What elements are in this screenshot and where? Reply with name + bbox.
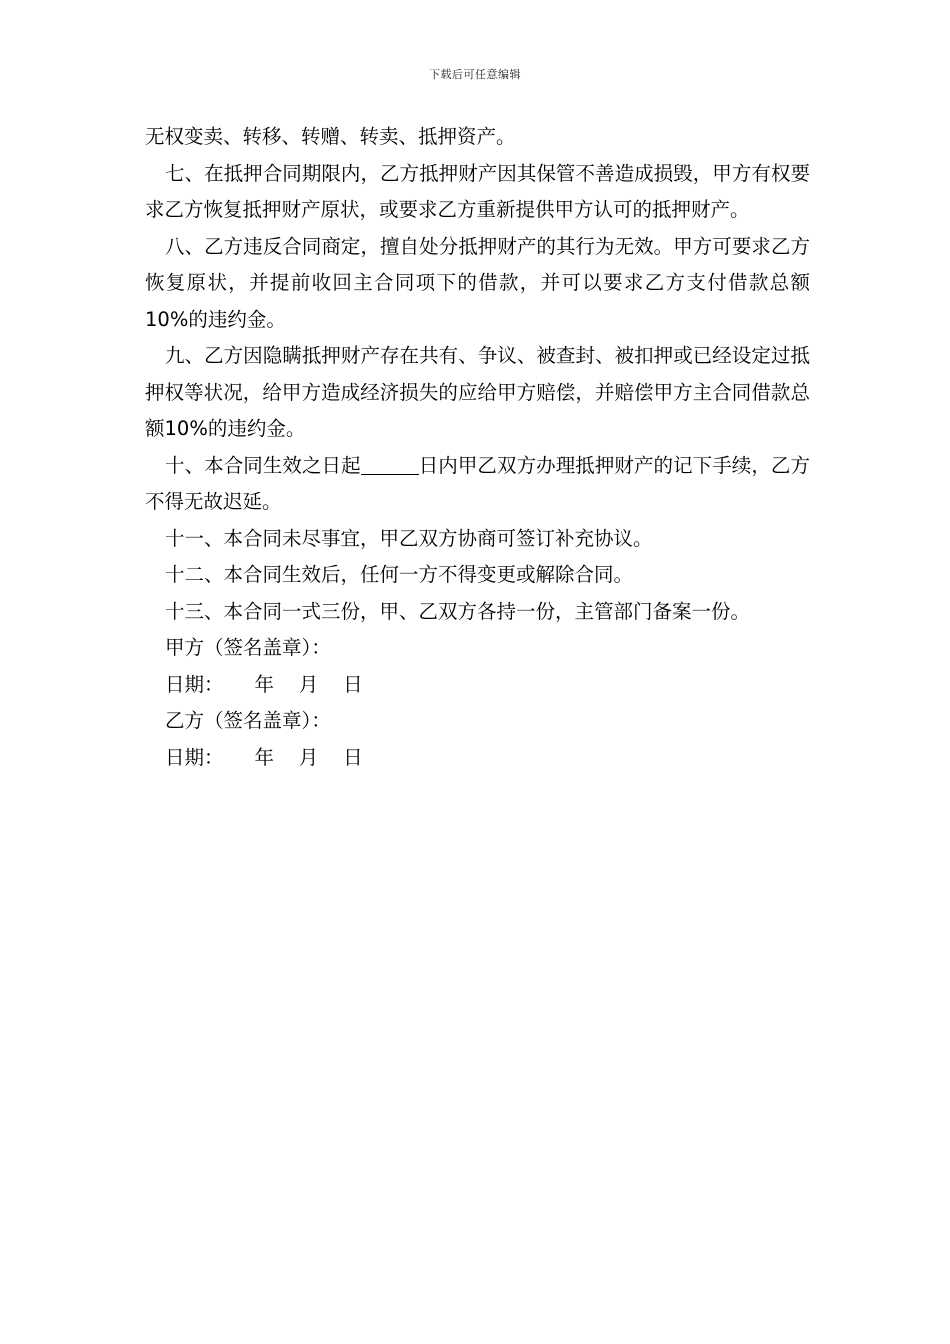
paragraph-continuation: 无权变卖、转移、转赠、转卖、抵押资产。 — [145, 125, 516, 148]
clause-8: 八、乙方违反合同商定，擅自处分抵押财产的其行为无效。甲方可要求乙方恢复原状，并提前收回主合同项下的借款，并可以要求乙方支付借款总额10%的违约金。 — [145, 234, 810, 331]
clause-13: 十三、本合同一式三份，甲、乙双方各持一份，主管部门备案一份。 — [165, 599, 751, 623]
party-a-signature: 甲方（签名盖章）： — [165, 636, 331, 659]
party-a-date: 日期： 年 月 日 — [165, 672, 363, 696]
clause-7: 七、在抵押合同期限内，乙方抵押财产因其保管不善造成损毁，甲方有权要求乙方恢复抵押财产原状，或要求乙方重新提供甲方认可的抵押财产。 — [145, 161, 810, 221]
clause-10 — [145, 448, 810, 521]
party-b-date: 日期： 年 月 日 — [165, 745, 363, 769]
clause-10-after: 日内甲乙双方办理抵押财产的记下手续，乙方不得无故迟延。 — [145, 453, 810, 513]
party-b-signature: 乙方（签名盖章）： — [165, 709, 331, 732]
clause-10-before: 十、本合同生效之日起 — [165, 453, 361, 477]
page-header: 下载后可任意编辑 — [429, 68, 521, 81]
contract-body — [145, 119, 810, 776]
clause-9: 九、乙方因隐瞒抵押财产存在共有、争议、被查封、被扣押或已经设定过抵押权等状况，给甲方造成经济损失的应给甲方赔偿，并赔偿甲方主合同借款总额10%的违约金。 — [145, 344, 810, 440]
days-blank-line — [361, 454, 419, 475]
clause-11: 十一、本合同未尽事宜，甲乙双方协商可签订补充协议。 — [165, 526, 653, 550]
clause-12: 十二、本合同生效后，任何一方不得变更或解除合同。 — [165, 563, 634, 586]
